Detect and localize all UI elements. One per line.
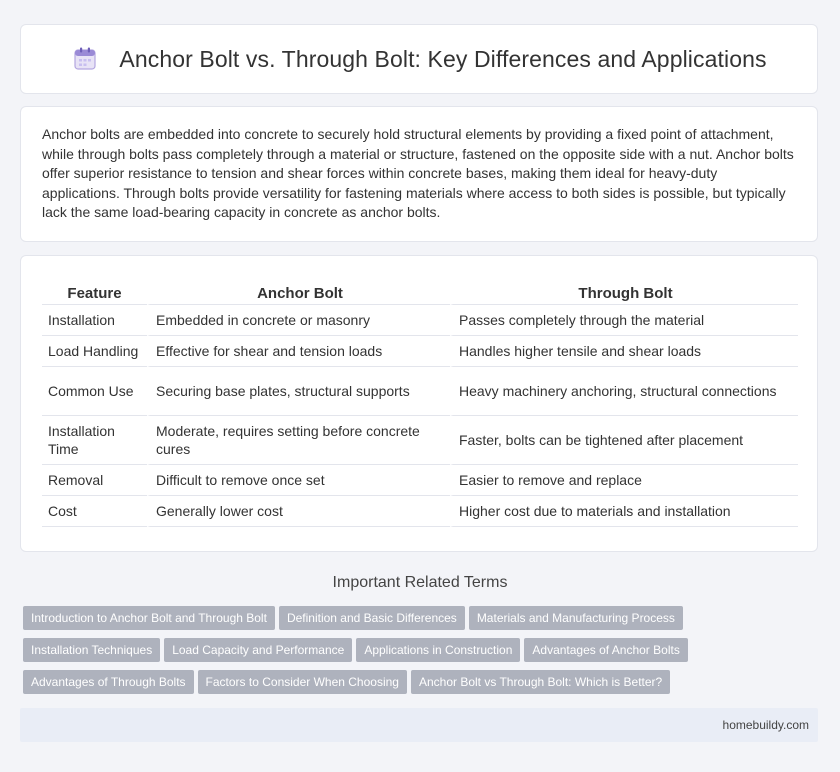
table-row	[42, 305, 798, 336]
header-feature: Feature	[42, 282, 147, 305]
related-tag[interactable]: Advantages of Through Bolts	[23, 670, 194, 694]
footer-site-link[interactable]: homebuildy.com	[722, 718, 809, 732]
table-cell: Faster, bolts can be tightened after placement	[450, 416, 798, 465]
comparison-table	[42, 282, 798, 527]
table-cell: Difficult to remove once set	[147, 465, 450, 496]
intro-paragraph: Anchor bolts are embedded into concrete to securely hold structural elements by providing a fixed point of attachment, while through bolts pass completely through a material or structure, fastened on the opposite side with a nut. Anchor bolts offer superior resistance to tension and shear forces within concrete bases, making them ideal for heavy-duty applications. Through bolts provide versatility for fastening materials where access to both sides is possible, but typically lack the same load-bearing capacity in concrete as anchor bolts.	[42, 126, 794, 220]
related-tag[interactable]: Installation Techniques	[23, 638, 160, 662]
header-through-bolt: Through Bolt	[450, 282, 798, 305]
table-cell: Higher cost due to materials and installation	[450, 496, 798, 527]
related-tag[interactable]: Materials and Manufacturing Process	[469, 606, 683, 630]
table-cell: Passes completely through the material	[450, 305, 798, 336]
related-terms-title: Important Related Terms	[332, 574, 508, 591]
table-cell: Generally lower cost	[147, 496, 450, 527]
table-cell: Removal	[42, 465, 147, 496]
table-cell: Common Use	[42, 367, 147, 416]
intro-card	[20, 106, 818, 242]
table-row	[42, 465, 798, 496]
page-title: Anchor Bolt vs. Through Bolt: Key Differences and Applications	[119, 45, 767, 72]
table-cell: Load Handling	[42, 336, 147, 367]
related-tag[interactable]: Load Capacity and Performance	[164, 638, 352, 662]
header-anchor-bolt: Anchor Bolt	[147, 282, 450, 305]
calendar-icon	[71, 45, 99, 73]
related-tag[interactable]: Applications in Construction	[356, 638, 520, 662]
table-cell: Embedded in concrete or masonry	[147, 305, 450, 336]
table-cell: Moderate, requires setting before concrete cures	[147, 416, 450, 465]
table-cell: Easier to remove and replace	[450, 465, 798, 496]
table-row	[42, 496, 798, 527]
table-cell: Cost	[42, 496, 147, 527]
related-tag[interactable]: Anchor Bolt vs Through Bolt: Which is Better?	[411, 670, 670, 694]
related-terms-list	[23, 606, 723, 702]
table-cell: Effective for shear and tension loads	[147, 336, 450, 367]
table-cell: Securing base plates, structural supports	[147, 367, 450, 416]
related-tag[interactable]: Advantages of Anchor Bolts	[524, 638, 687, 662]
title-card	[20, 24, 818, 94]
table-cell: Installation	[42, 305, 147, 336]
table-row	[42, 336, 798, 367]
related-tag[interactable]: Factors to Consider When Choosing	[198, 670, 407, 694]
related-tag[interactable]: Definition and Basic Differences	[279, 606, 465, 630]
table-cell: Handles higher tensile and shear loads	[450, 336, 798, 367]
footer	[20, 708, 818, 742]
table-header-row	[42, 282, 798, 305]
table-row	[42, 416, 798, 465]
comparison-card	[20, 255, 818, 552]
table-row	[42, 367, 798, 416]
table-cell: Installation Time	[42, 416, 147, 465]
related-tag[interactable]: Introduction to Anchor Bolt and Through Bolt	[23, 606, 275, 630]
table-cell: Heavy machinery anchoring, structural connections	[450, 367, 798, 416]
